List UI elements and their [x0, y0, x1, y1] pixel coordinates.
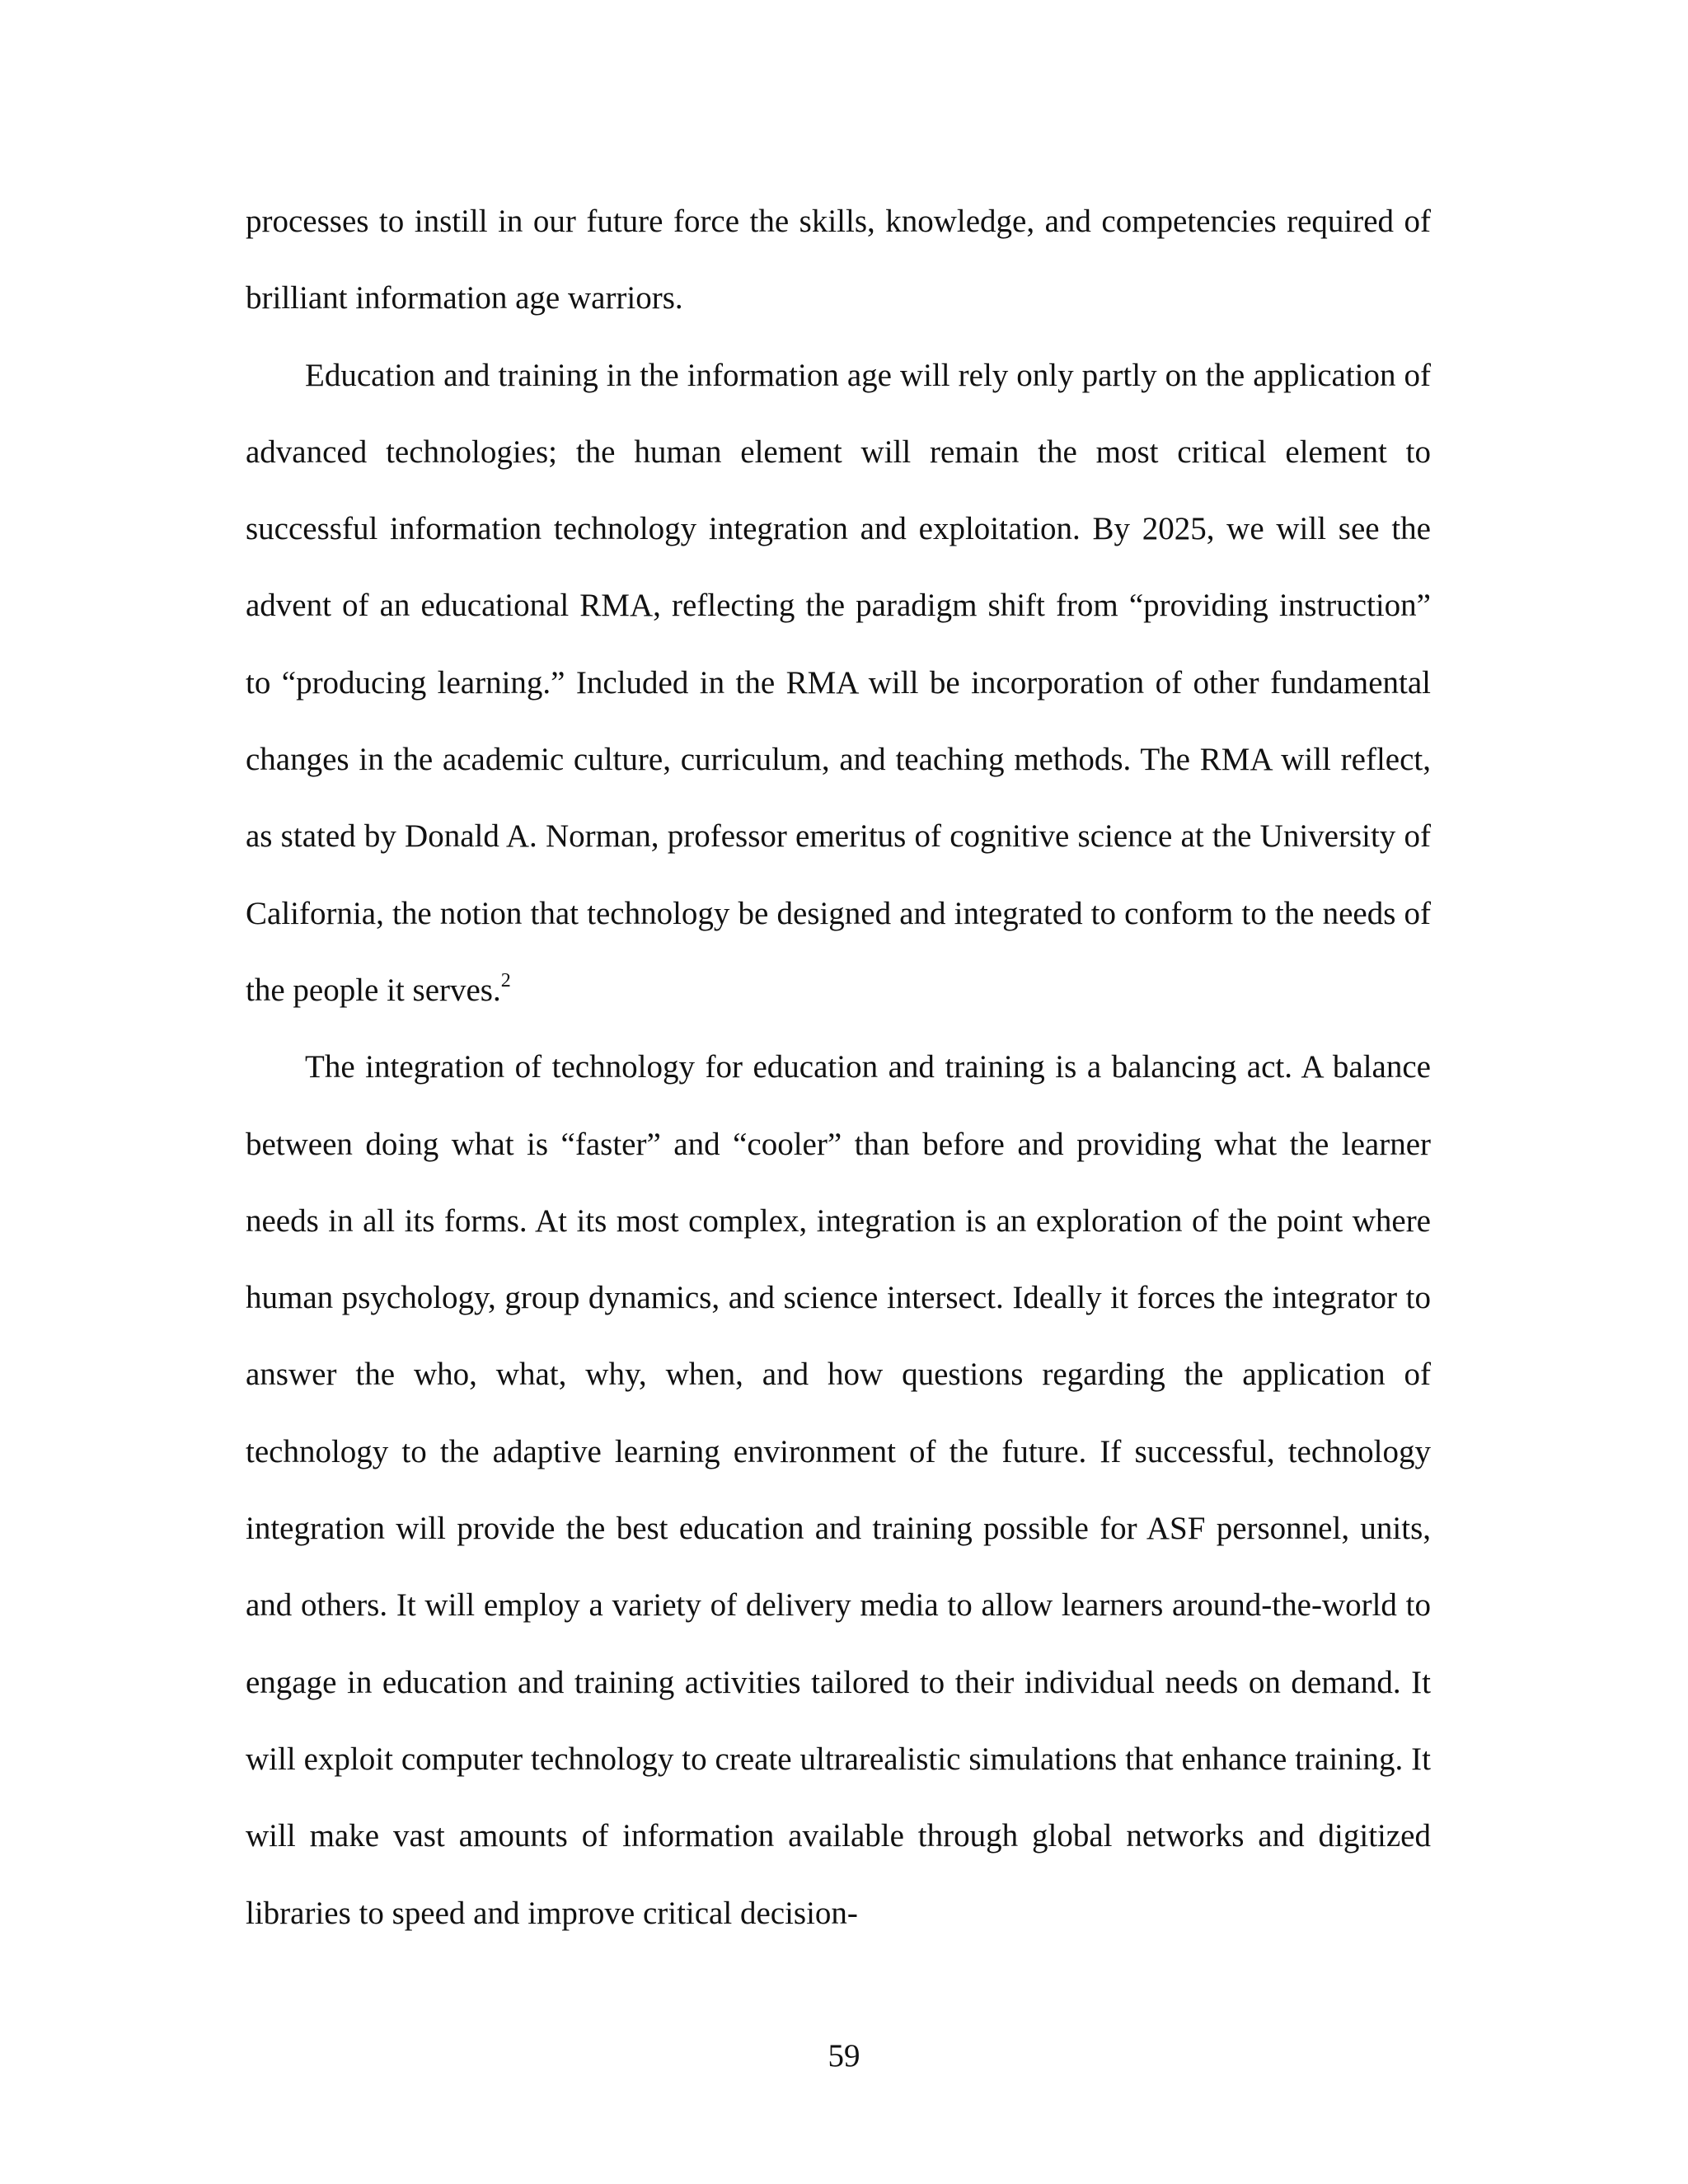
paragraph-technology-integration — [246, 1029, 1431, 1952]
page-number: 59 — [828, 2038, 860, 2074]
paragraph-continuation — [246, 183, 1431, 337]
paragraph-education-training — [246, 337, 1431, 1029]
body-text — [246, 183, 1431, 1952]
paragraph-text: processes to instill in our future force the skills, knowledge, and competencies required of brilliant information age warriors. — [246, 204, 1431, 316]
paragraph-text: The integration of technology for education and training is a balancing act. A balance between doing what is “faster” and “cooler” than before and providing what the learner needs in all its forms. At its most complex, integration is an exploration of the point where human psychology, group dynamics, and science intersect. Ideally it forces the integrator to answer the who, what, why, when, and how questions regarding the application of technology to the adaptive learning environment of the future. If successful, technology integration will provide the best education and training possible for ASF personnel, units, and others. It will employ a variety of delivery media to allow learners around-the-world to engage in education and training activities tailored to their individual needs on demand. It will exploit computer technology to create ultrarealistic simulations that enhance training. It will make vast amounts of information available through global networks and digitized libraries to speed and improve critical decision- — [246, 1049, 1431, 1931]
paragraph-text: Education and training in the information age will rely only partly on the application of advanced technologies; the human element will remain the most critical element to successful information technology integration and exploitation. By 2025, we will see the advent of an educational RMA, reflecting the paradigm shift from “providing instruction” to “producing learning.” Included in the RMA will be incorporation of other fundamental changes in the academic culture, curriculum, and teaching methods. The RMA will reflect, as stated by Donald A. Norman, professor emeritus of cognitive science at the University of California, the notion that technology be designed and integrated to conform to the needs of the people it serves. — [246, 357, 1431, 1008]
footnote-reference[interactable]: 2 — [500, 969, 511, 991]
